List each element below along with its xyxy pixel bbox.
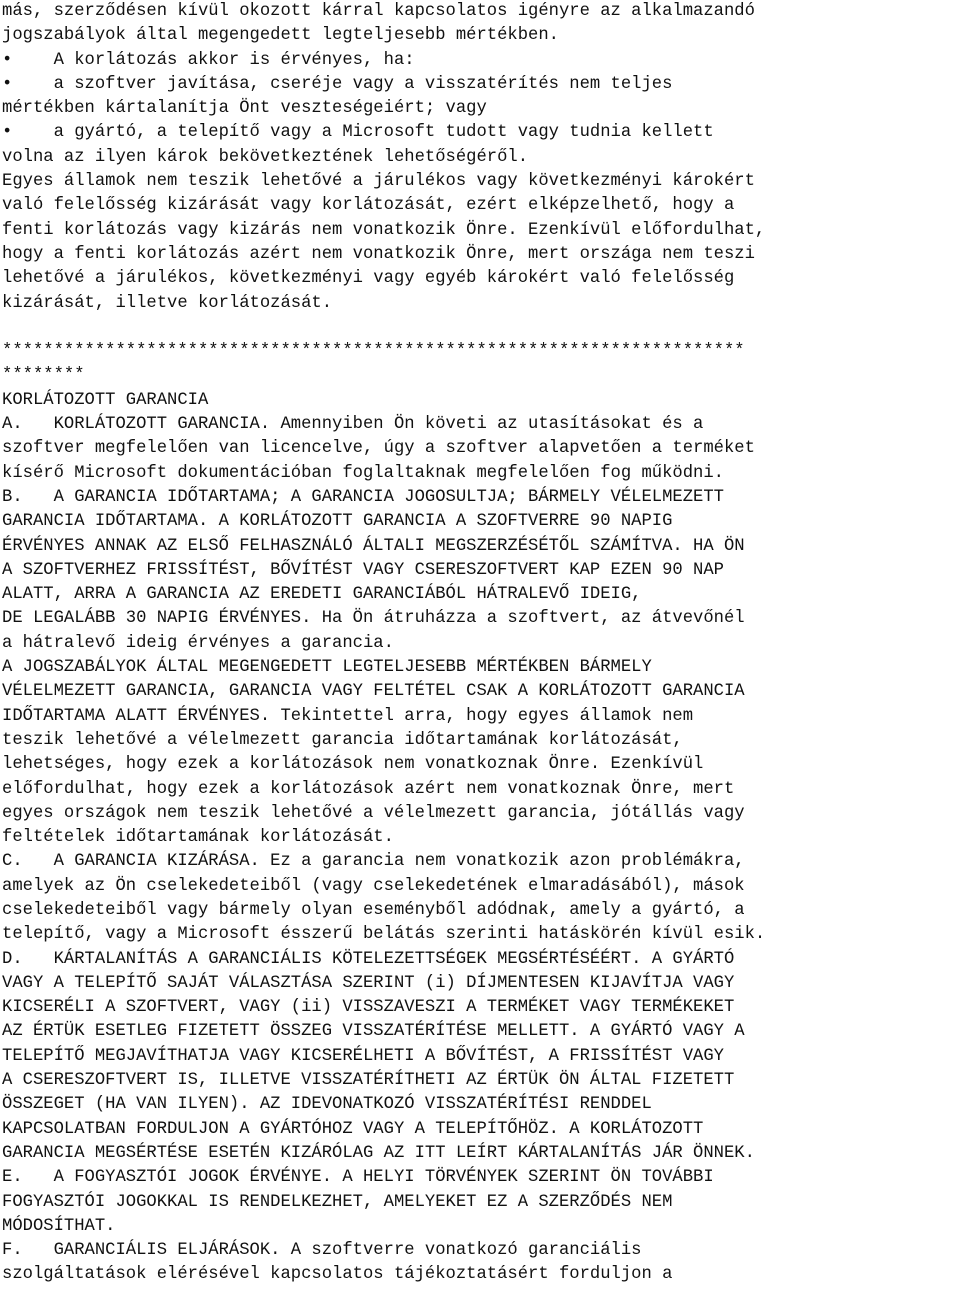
blank-line: [2, 316, 958, 340]
text-line: • a gyártó, a telepítő vagy a Microsoft tudott vagy tudnia kellett: [2, 123, 714, 143]
text-line: lehetővé a járulékos, következményi vagy egyéb károkért való felelősség: [2, 269, 735, 289]
text-line: előfordulhat, hogy ezek a korlátozások azért nem vonatkoznak Önre, mert: [2, 779, 735, 799]
text-line: fenti korlátozás vagy kizárás nem vonatkozik Önre. Ezenkívül előfordulhat,: [2, 220, 766, 240]
text-line: egyes országok nem teszik lehetővé a vélelmezett garancia, jótállás vagy: [2, 803, 745, 823]
text-line: Egyes államok nem teszik lehetővé a járulékos vagy következményi károkért: [2, 172, 755, 192]
text-line: TELEPÍTŐ MEGJAVÍTHATJA VAGY KICSERÉLHETI A BŐVÍTÉST, A FRISSÍTÉST VAGY: [2, 1046, 724, 1066]
text-line: feltételek időtartamának korlátozását.: [2, 828, 394, 848]
text-line: a hátralevő ideig érvényes a garancia.: [2, 633, 394, 653]
text-line: teszik lehetővé a vélelmezett garancia időtartamának korlátozását,: [2, 730, 683, 750]
text-line: kísérő Microsoft dokumentációban foglaltaknak megfelelően fog működni.: [2, 463, 724, 483]
text-line: VAGY A TELEPÍTŐ SAJÁT VÁLASZTÁSA SZERINT (i) DÍJMENTESEN KIJAVÍTJA VAGY: [2, 973, 735, 993]
text-line: IDŐTARTAMA ALATT ÉRVÉNYES. Tekintettel arra, hogy egyes államok nem: [2, 706, 694, 726]
text-line: KICSERÉLI A SZOFTVERT, VAGY (ii) VISSZAVESZI A TERMÉKET VAGY TERMÉKEKET: [2, 998, 735, 1018]
text-line: ÖSSZEGET (HA VAN ILYEN). AZ IDEVONATKOZÓ VISSZATÉRÍTÉSI RENDDEL: [2, 1095, 652, 1115]
text-line: A CSERESZOFTVERT IS, ILLETVE VISSZATÉRÍTHETI AZ ÉRTÜK ÖN ÁLTAL FIZETETT: [2, 1071, 735, 1091]
text-line: MÓDOSÍTHAT.: [2, 1216, 116, 1236]
text-line: szoftver megfelelően van licencelve, úgy a szoftver alapvetően a terméket: [2, 439, 755, 459]
text-line: KORLÁTOZOTT GARANCIA: [2, 390, 209, 410]
text-line: hogy a fenti korlátozás azért nem vonatkozik Önre, mert országa nem teszi: [2, 244, 755, 264]
text-line: mértékben kártalanítja Önt veszteségeiért; vagy: [2, 99, 487, 119]
text-line: ********: [2, 366, 85, 386]
text-line: C. A GARANCIA KIZÁRÁSA. Ez a garancia nem vonatkozik azon problémákra,: [2, 852, 745, 872]
text-line: DE LEGALÁBB 30 NAPIG ÉRVÉNYES. Ha Ön átruházza a szoftvert, az átvevőnél: [2, 609, 745, 629]
text-line: lehetséges, hogy ezek a korlátozások nem vonatkoznak Önre. Ezenkívül: [2, 755, 704, 775]
text-line: telepítő, vagy a Microsoft ésszerű belátás szerinti hatáskörén kívül esik.: [2, 925, 766, 945]
text-line: ALATT, ARRA A GARANCIA AZ EREDETI GARANCIÁBÓL HÁTRALEVŐ IDEIG,: [2, 585, 642, 605]
text-line: A. KORLÁTOZOTT GARANCIA. Amennyiben Ön követi az utasításokat és a: [2, 415, 704, 435]
text-line: más, szerződésen kívül okozott kárral kapcsolatos igényre az alkalmazandó: [2, 2, 755, 21]
text-line: KAPCSOLATBAN FORDULJON A GYÁRTÓHOZ VAGY A TELEPÍTŐHÖZ. A KORLÁTOZOTT: [2, 1119, 704, 1139]
text-line: D. KÁRTALANÍTÁS A GARANCIÁLIS KÖTELEZETTSÉGEK MEGSÉRTÉSÉÉRT. A GYÁRTÓ: [2, 949, 735, 969]
text-line: amelyek az Ön cselekedeteiből (vagy cselekedetének elmaradásából), mások: [2, 876, 745, 896]
document-page: [2, 0, 958, 1288]
text-line: A SZOFTVERHEZ FRISSÍTÉST, BŐVÍTÉST VAGY CSERESZOFTVERT KAP EZEN 90 NAP: [2, 560, 724, 580]
text-line: F. GARANCIÁLIS ELJÁRÁSOK. A szoftverre vonatkozó garanciális: [2, 1241, 642, 1261]
text-line: ************************************************************************: [2, 342, 745, 362]
text-line: GARANCIA MEGSÉRTÉSE ESETÉN KIZÁRÓLAG AZ ITT LEÍRT KÁRTALANÍTÁS JÁR ÖNNEK.: [2, 1143, 755, 1163]
text-line: jogszabályok által megengedett legteljesebb mértékben.: [2, 26, 559, 46]
text-line: VÉLELMEZETT GARANCIA, GARANCIA VAGY FELTÉTEL CSAK A KORLÁTOZOTT GARANCIA: [2, 682, 745, 702]
text-line: • A korlátozás akkor is érvényes, ha:: [2, 50, 415, 70]
text-line: cselekedeteiből vagy bármely olyan eseményből adódnak, amely a gyártó, a: [2, 900, 745, 920]
text-line: GARANCIA IDŐTARTAMA. A KORLÁTOZOTT GARANCIA A SZOFTVERRE 90 NAPIG: [2, 512, 673, 532]
text-line: AZ ÉRTÜK ESETLEG FIZETETT ÖSSZEG VISSZATÉRÍTÉSE MELLETT. A GYÁRTÓ VAGY A: [2, 1022, 745, 1042]
text-line: volna az ilyen károk bekövetkeztének lehetőségéről.: [2, 147, 529, 167]
text-line: E. A FOGYASZTÓI JOGOK ÉRVÉNYE. A HELYI TÖRVÉNYEK SZERINT ÖN TOVÁBBI: [2, 1168, 714, 1188]
text-line: B. A GARANCIA IDŐTARTAMA; A GARANCIA JOGOSULTJA; BÁRMELY VÉLELMEZETT: [2, 487, 724, 507]
text-line: FOGYASZTÓI JOGOKKAL IS RENDELKEZHET, AMELYEKET EZ A SZERZŐDÉS NEM: [2, 1192, 673, 1212]
text-line: A JOGSZABÁLYOK ÁLTAL MEGENGEDETT LEGTELJESEBB MÉRTÉKBEN BÁRMELY: [2, 658, 652, 678]
text-line: szolgáltatások elérésével kapcsolatos tájékoztatásért forduljon a: [2, 1265, 673, 1285]
text-line: kizárását, illetve korlátozását.: [2, 293, 333, 313]
text-line: való felelősség kizárását vagy korlátozását, ezért elképzelhető, hogy a: [2, 196, 735, 216]
text-line: • a szoftver javítása, cseréje vagy a visszatérítés nem teljes: [2, 74, 673, 94]
text-line: ÉRVÉNYES ANNAK AZ ELSŐ FELHASZNÁLÓ ÁLTALI MEGSZERZÉSÉTŐL SZÁMÍTVA. HA ÖN: [2, 536, 745, 556]
